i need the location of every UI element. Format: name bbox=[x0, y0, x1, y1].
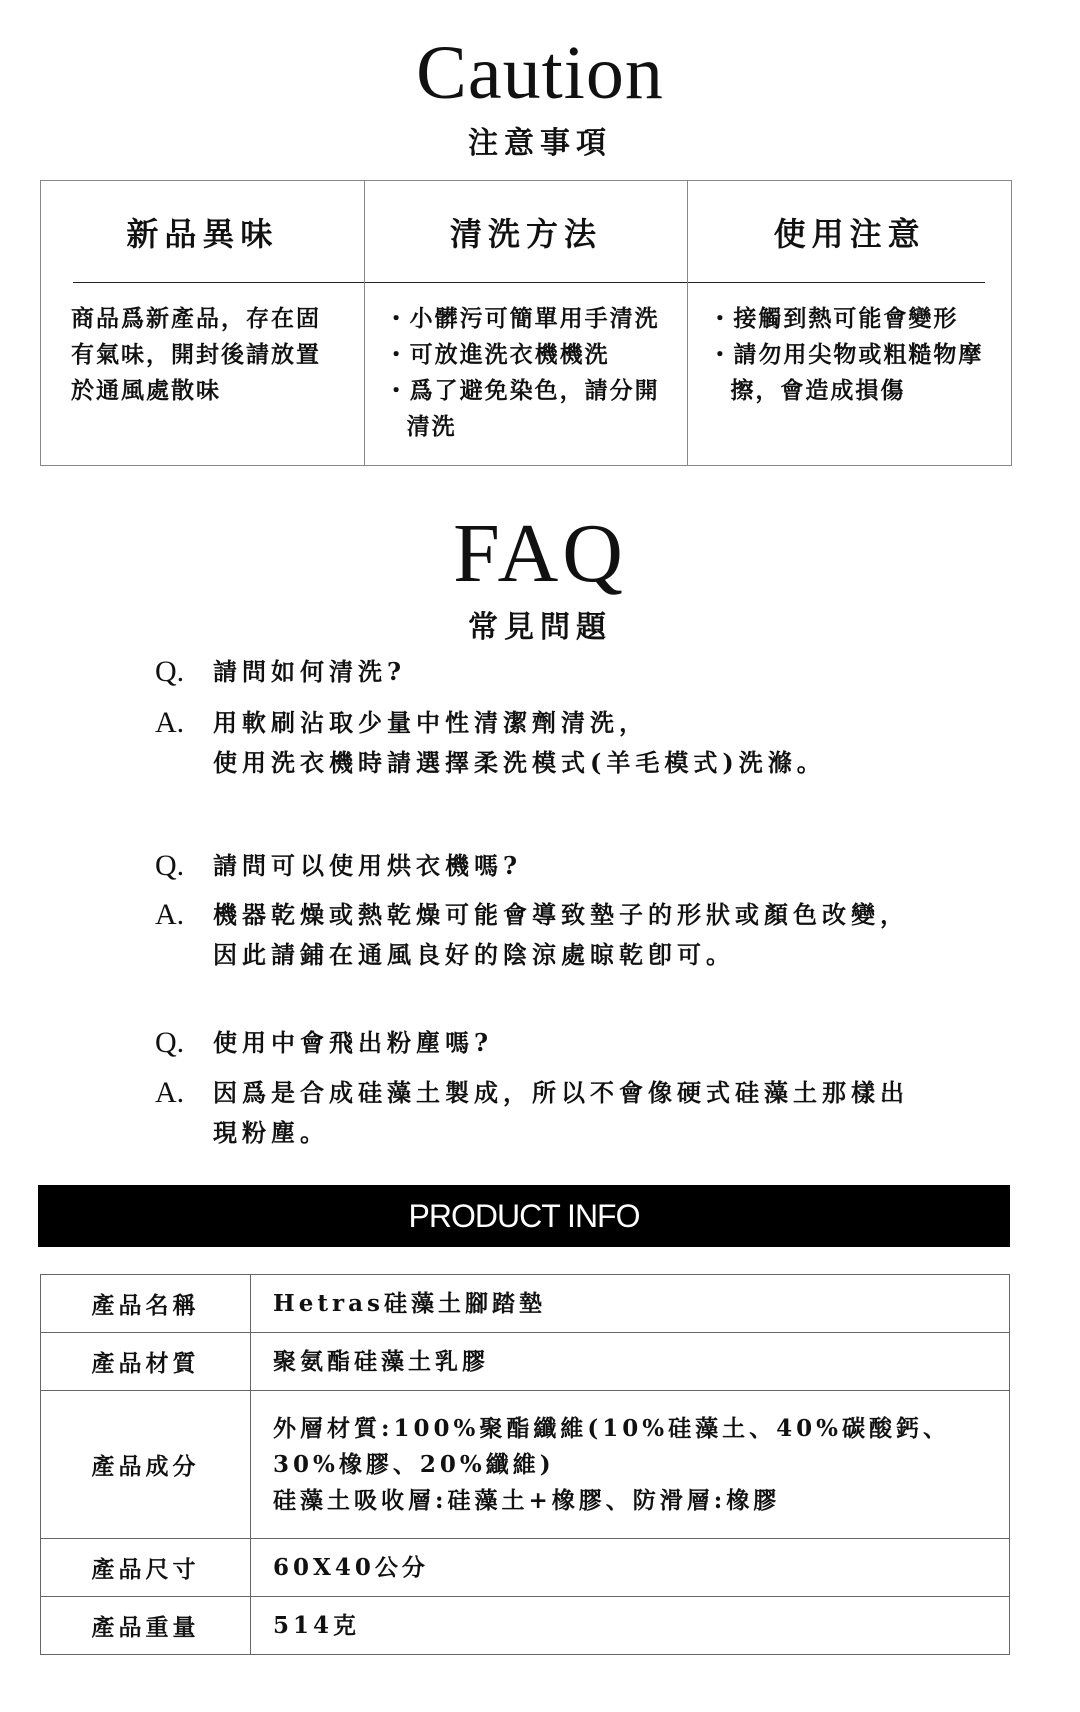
text-line: ・接觸到熱可能會變形 bbox=[708, 305, 959, 332]
q-mark: Q. bbox=[155, 655, 185, 688]
product-info-banner: PRODUCT INFO bbox=[38, 1185, 1010, 1247]
answer-line: 用軟刷沾取少量中性清潔劑清洗， bbox=[213, 708, 648, 737]
faq-title: FAQ bbox=[453, 507, 627, 600]
divider bbox=[688, 282, 985, 283]
row-value: 60X40公分 bbox=[273, 1553, 429, 1581]
faq-answer-1 bbox=[155, 703, 826, 783]
text-line: 有氣味，開封後請放置 bbox=[71, 341, 321, 368]
row-label: 產品名稱 bbox=[41, 1275, 251, 1333]
a-mark: A. bbox=[155, 898, 185, 931]
table-row bbox=[41, 1333, 1010, 1391]
row-label: 產品材質 bbox=[41, 1333, 251, 1391]
caution-table bbox=[40, 180, 1012, 466]
row-value: 聚氨酯硅藻土乳膠 bbox=[273, 1347, 489, 1375]
row-value: 30%橡膠、20%纖維) bbox=[273, 1450, 555, 1478]
column-header: 使用注意 bbox=[773, 215, 926, 253]
faq-question-1 bbox=[155, 652, 406, 692]
a-mark: A. bbox=[155, 1076, 185, 1109]
divider bbox=[73, 282, 364, 283]
text-line: 擦，會造成損傷 bbox=[730, 377, 906, 404]
answer-line: 因此請鋪在通風良好的陰涼處晾乾卽可。 bbox=[213, 940, 735, 969]
caution-title: Caution bbox=[416, 31, 664, 115]
column-header: 清洗方法 bbox=[450, 215, 603, 253]
caution-column-cleaning bbox=[365, 181, 689, 465]
faq-answer-3 bbox=[155, 1073, 909, 1153]
text-line: 於通風處散味 bbox=[71, 377, 221, 404]
row-label: 產品尺寸 bbox=[41, 1539, 251, 1597]
faq-subtitle: 常見問題 bbox=[468, 610, 612, 645]
faq-answer-2 bbox=[155, 895, 909, 975]
table-row bbox=[41, 1391, 1010, 1539]
question-text: 請問如何清洗? bbox=[213, 657, 407, 686]
faq-question-3 bbox=[155, 1023, 493, 1063]
table-row bbox=[41, 1275, 1010, 1333]
answer-line: 機器乾燥或熱乾燥可能會導致墊子的形狀或顏色改變， bbox=[213, 900, 909, 929]
divider bbox=[365, 282, 688, 283]
column-header: 新品異味 bbox=[126, 215, 279, 253]
row-value: 外層材質:100%聚酯纖維(10%硅藻土、40%碳酸鈣、 bbox=[273, 1414, 950, 1442]
row-label: 產品重量 bbox=[41, 1597, 251, 1655]
text-line: 商品爲新產品，存在固 bbox=[71, 305, 321, 332]
caution-column-odor bbox=[41, 181, 365, 465]
answer-line: 因爲是合成硅藻土製成，所以不會像硬式硅藻土那樣出 bbox=[213, 1078, 909, 1107]
question-text: 請問可以使用烘衣機嗎? bbox=[213, 851, 523, 880]
table-row bbox=[41, 1597, 1010, 1655]
caution-subtitle: 注意事項 bbox=[468, 126, 612, 161]
text-line: 清洗 bbox=[406, 413, 457, 440]
a-mark: A. bbox=[155, 706, 185, 739]
answer-line: 現粉塵。 bbox=[213, 1118, 329, 1147]
question-text: 使用中會飛出粉塵嗎? bbox=[213, 1028, 494, 1057]
text-line: ・小髒污可簡單用手清洗 bbox=[384, 305, 660, 332]
row-value: 硅藻土吸收層:硅藻土+橡膠、防滑層:橡膠 bbox=[273, 1486, 781, 1514]
q-mark: Q. bbox=[155, 1026, 185, 1059]
text-line: ・爲了避免染色，請分開 bbox=[384, 377, 660, 404]
faq-question-2 bbox=[155, 846, 522, 886]
answer-line: 使用洗衣機時請選擇柔洗模式(羊毛模式)洗滌。 bbox=[213, 748, 826, 777]
row-value: 514克 bbox=[273, 1611, 361, 1639]
text-line: ・請勿用尖物或粗糙物摩 bbox=[708, 341, 984, 368]
q-mark: Q. bbox=[155, 849, 185, 882]
row-value: Hetras硅藻土腳踏墊 bbox=[273, 1289, 546, 1317]
row-label: 產品成分 bbox=[41, 1391, 251, 1539]
text-line: ・可放進洗衣機機洗 bbox=[384, 341, 610, 368]
product-info-table bbox=[40, 1274, 1010, 1655]
caution-column-usage bbox=[688, 181, 1011, 465]
table-row bbox=[41, 1539, 1010, 1597]
